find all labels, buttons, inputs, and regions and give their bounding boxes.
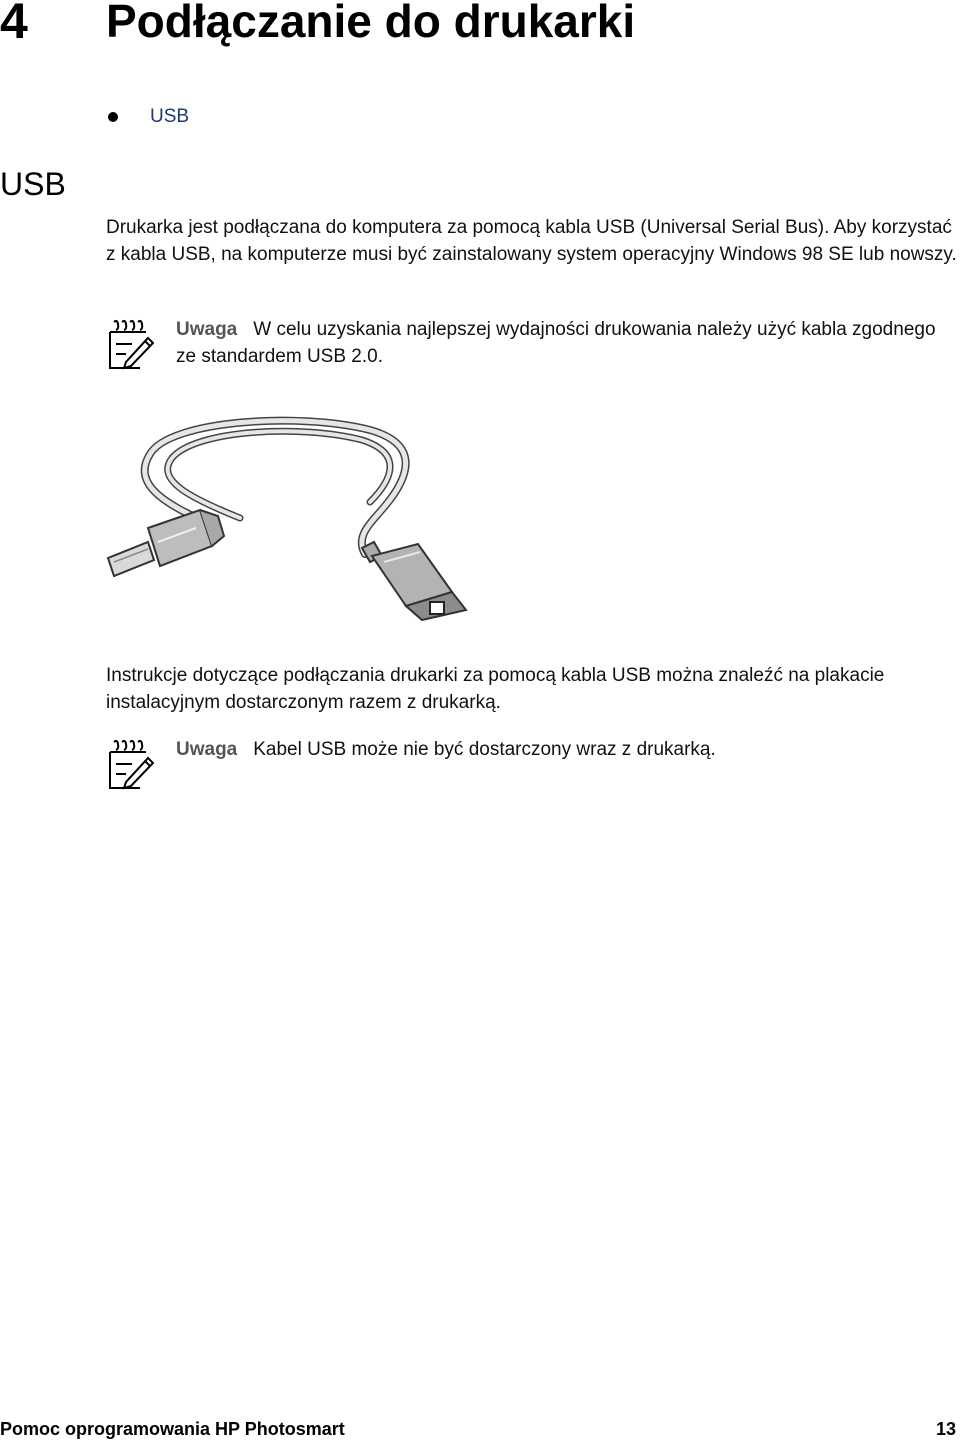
note-pencil-icon	[106, 318, 154, 370]
footer-title: Pomoc oprogramowania HP Photosmart	[0, 1419, 345, 1439]
intro-paragraph: Drukarka jest podłączana do komputera za pomocą kabla USB (Universal Serial Bus). Aby korzystać z kabla USB, na komputerze musi być zainstalowany system operacyjny Windows 98 SE lub nowszy.	[106, 217, 957, 265]
bullet-icon	[108, 112, 118, 122]
note-content	[176, 316, 958, 370]
toc-link-usb[interactable]: USB	[150, 106, 190, 127]
note-label: Uwaga	[176, 739, 238, 760]
chapter-title: Podłączanie do drukarki	[106, 0, 636, 47]
note-label: Uwaga	[176, 319, 238, 340]
note-box	[106, 316, 958, 370]
instructions-paragraph: Instrukcje dotyczące podłączania drukarki za pomocą kabla USB można znaleźć na plakacie instalacyjnym dostarczonym razem z drukarką.	[106, 665, 885, 713]
note-text: Kabel USB może nie być dostarczony wraz z drukarką.	[253, 739, 716, 760]
section-toc	[106, 104, 189, 130]
page-number: 13	[935, 1419, 956, 1439]
usb-cable-illustration	[100, 406, 480, 624]
note-box	[106, 736, 958, 763]
note-pencil-icon	[106, 738, 154, 790]
note-content	[176, 736, 958, 763]
chapter-number: 4	[0, 0, 28, 49]
section-heading: USB	[0, 166, 66, 202]
toc-item-usb	[106, 104, 189, 130]
note-text: W celu uzyskania najlepszej wydajności drukowania należy użyć kabla zgodnego ze standardem USB 2.0.	[176, 319, 936, 367]
